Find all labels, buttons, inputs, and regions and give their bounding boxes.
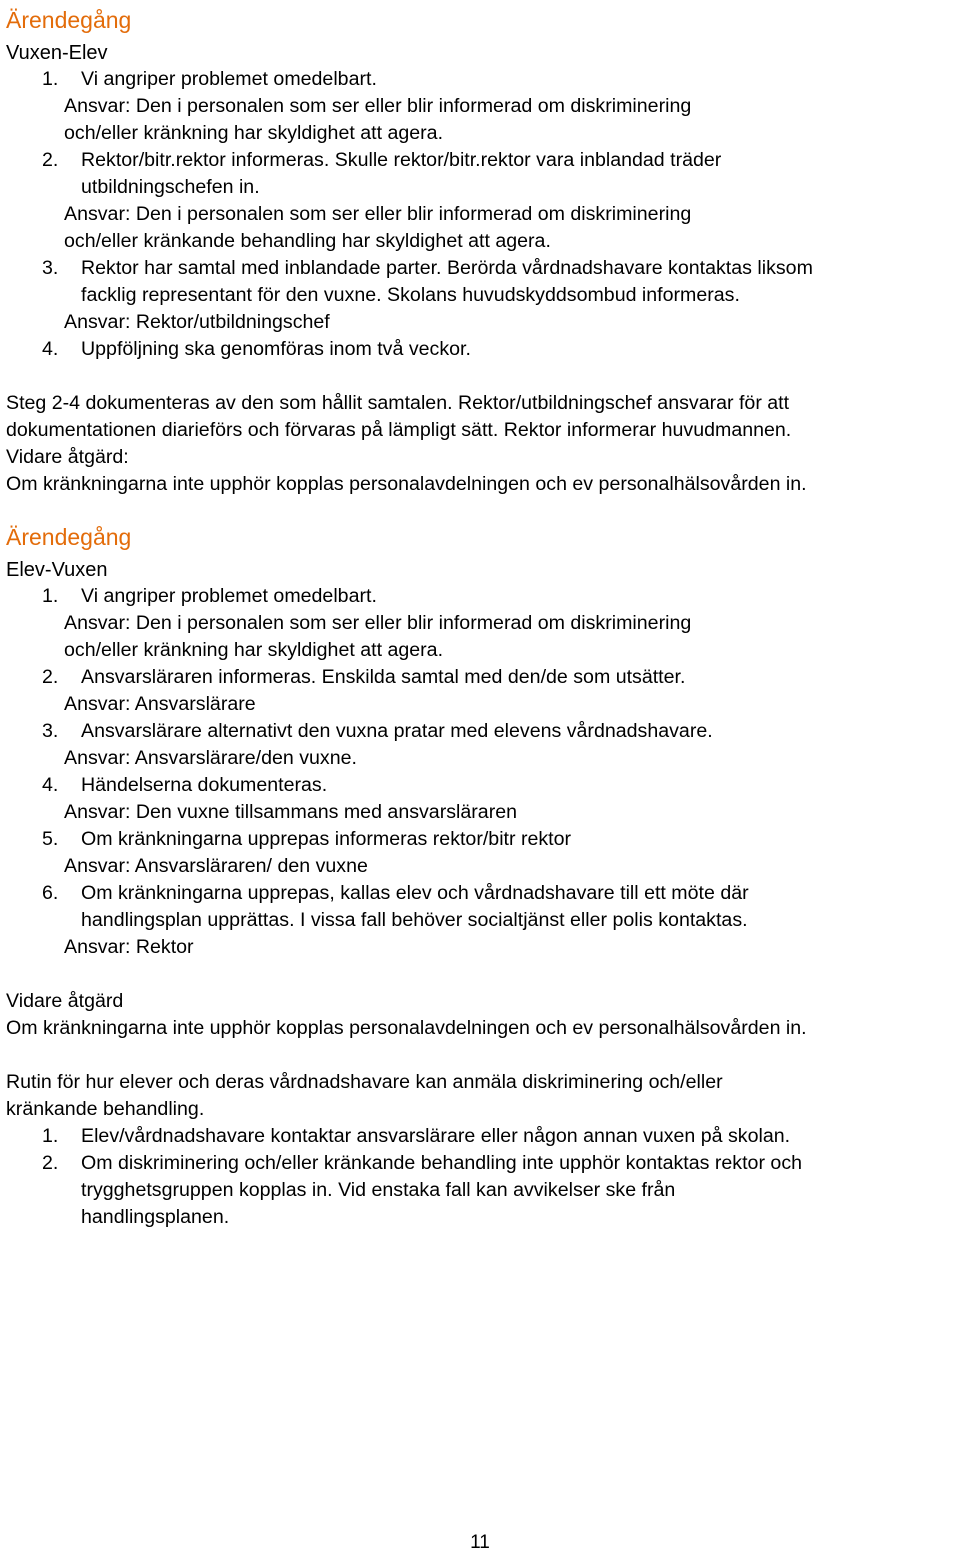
list-item-line: trygghetsgruppen kopplas in. Vid enstaka fall kan avvikelser ske från [81, 1179, 676, 1201]
list-item-line: Om kränkningarna upprepas informeras rektor/bitr rektor [81, 828, 572, 850]
list-item-number: 3. [42, 257, 59, 279]
list-item-line: och/eller kränkande behandling har skyldighet att agera. [64, 230, 551, 252]
list-item [6, 147, 958, 201]
list-item [6, 664, 958, 691]
list-item-line: Ansvar: Den i personalen som ser eller blir informerad om diskriminering [64, 95, 692, 117]
intro-line: Rutin för hur elever och deras vårdnadshavare kan anmäla diskriminering och/eller [6, 1071, 723, 1093]
list-item-line: Om diskriminering och/eller kränkande behandling inte upphör kontaktas rektor och [81, 1152, 803, 1174]
list-item-number: 2. [42, 149, 59, 171]
paragraph-line: Om kränkningarna inte upphör kopplas personalavdelningen och ev personalhälsovården in. [6, 1017, 807, 1039]
responsibility-note [6, 309, 958, 336]
list-item-number: 3. [42, 720, 59, 742]
list-item [6, 772, 958, 799]
list-item [6, 1123, 958, 1150]
list-item [6, 336, 958, 363]
list-item-number: 1. [42, 68, 59, 90]
list-item-number: 4. [42, 338, 59, 360]
list-item [6, 826, 958, 853]
responsibility-note [6, 691, 958, 718]
list-item [6, 880, 958, 934]
section3-list [6, 1123, 958, 1231]
list-item-line: Ansvarslärare alternativt den vuxna pratar med elevens vårdnadshavare. [81, 720, 713, 742]
section2-subheading: Elev-Vuxen [6, 559, 108, 581]
section1-subheading: Vuxen-Elev [6, 42, 108, 64]
list-item-line: Ansvar: Ansvarsläraren/ den vuxne [64, 855, 368, 877]
list-item-line: Vi angriper problemet omedelbart. [81, 68, 377, 90]
list-item [6, 583, 958, 610]
list-item-line: Uppföljning ska genomföras inom två veckor. [81, 338, 471, 360]
paragraph-line: dokumentationen diarieförs och förvaras på lämpligt sätt. Rektor informerar huvudmannen. [6, 419, 792, 441]
section1-heading: Ärendegång [6, 7, 132, 33]
section2-paragraph [6, 988, 958, 1042]
list-item [6, 1150, 958, 1231]
list-item-line: och/eller kränkning har skyldighet att agera. [64, 122, 444, 144]
page-number: 11 [470, 1532, 490, 1553]
list-item-line: och/eller kränkning har skyldighet att agera. [64, 639, 444, 661]
responsibility-note [6, 201, 958, 255]
paragraph-line: Steg 2-4 dokumenteras av den som hållit samtalen. Rektor/utbildningschef ansvarar för att [6, 392, 790, 414]
list-item-line: Ansvar: Ansvarslärare [64, 693, 256, 715]
list-item-number: 1. [42, 1125, 59, 1147]
list-item-line: utbildningschefen in. [81, 176, 260, 198]
list-item [6, 255, 958, 309]
section1-list [6, 66, 958, 363]
paragraph-line: Vidare åtgärd: [6, 446, 129, 468]
intro-line: kränkande behandling. [6, 1098, 205, 1120]
list-item-line: Ansvarsläraren informeras. Enskilda samtal med den/de som utsätter. [81, 666, 686, 688]
list-item-line: handlingsplan upprättas. I vissa fall behöver socialtjänst eller polis kontaktas. [81, 909, 748, 931]
list-item-number: 2. [42, 666, 59, 688]
list-item-line: Rektor har samtal med inblandade parter. Berörda vårdnadshavare kontaktas liksom [81, 257, 813, 279]
list-item-number: 4. [42, 774, 59, 796]
list-item-line: Ansvar: Ansvarslärare/den vuxne. [64, 747, 357, 769]
section2-list [6, 583, 958, 961]
list-item-line: handlingsplanen. [81, 1206, 230, 1228]
responsibility-note [6, 799, 958, 826]
list-item-number: 5. [42, 828, 59, 850]
responsibility-note [6, 934, 958, 961]
list-item-line: Ansvar: Den vuxne tillsammans med ansvarsläraren [64, 801, 518, 823]
responsibility-note [6, 610, 958, 664]
list-item-line: Händelserna dokumenteras. [81, 774, 328, 796]
list-item-line: Ansvar: Rektor [64, 936, 194, 958]
list-item-number: 1. [42, 585, 59, 607]
list-item-line: Ansvar: Rektor/utbildningschef [64, 311, 330, 333]
list-item [6, 66, 958, 93]
responsibility-note [6, 745, 958, 772]
responsibility-note [6, 853, 958, 880]
list-item-line: Rektor/bitr.rektor informeras. Skulle rektor/bitr.rektor vara inblandad träder [81, 149, 722, 171]
paragraph-line: Om kränkningarna inte upphör kopplas personalavdelningen och ev personalhälsovården in. [6, 473, 807, 495]
list-item-line: Om kränkningarna upprepas, kallas elev och vårdnadshavare till ett möte där [81, 882, 749, 904]
paragraph-line: Vidare åtgärd [6, 990, 124, 1012]
document-page [6, 5, 958, 1231]
section1-paragraph [6, 390, 958, 498]
list-item-line: Vi angriper problemet omedelbart. [81, 585, 377, 607]
list-item-number: 2. [42, 1152, 59, 1174]
list-item [6, 718, 958, 745]
list-item-line: Ansvar: Den i personalen som ser eller blir informerad om diskriminering [64, 203, 692, 225]
section3-intro [6, 1069, 958, 1123]
list-item-line: facklig representant för den vuxne. Skolans huvudskyddsombud informeras. [81, 284, 740, 306]
section2-heading: Ärendegång [6, 524, 132, 550]
responsibility-note [6, 93, 958, 147]
list-item-line: Elev/vårdnadshavare kontaktar ansvarslärare eller någon annan vuxen på skolan. [81, 1125, 791, 1147]
list-item-line: Ansvar: Den i personalen som ser eller blir informerad om diskriminering [64, 612, 692, 634]
list-item-number: 6. [42, 882, 59, 904]
